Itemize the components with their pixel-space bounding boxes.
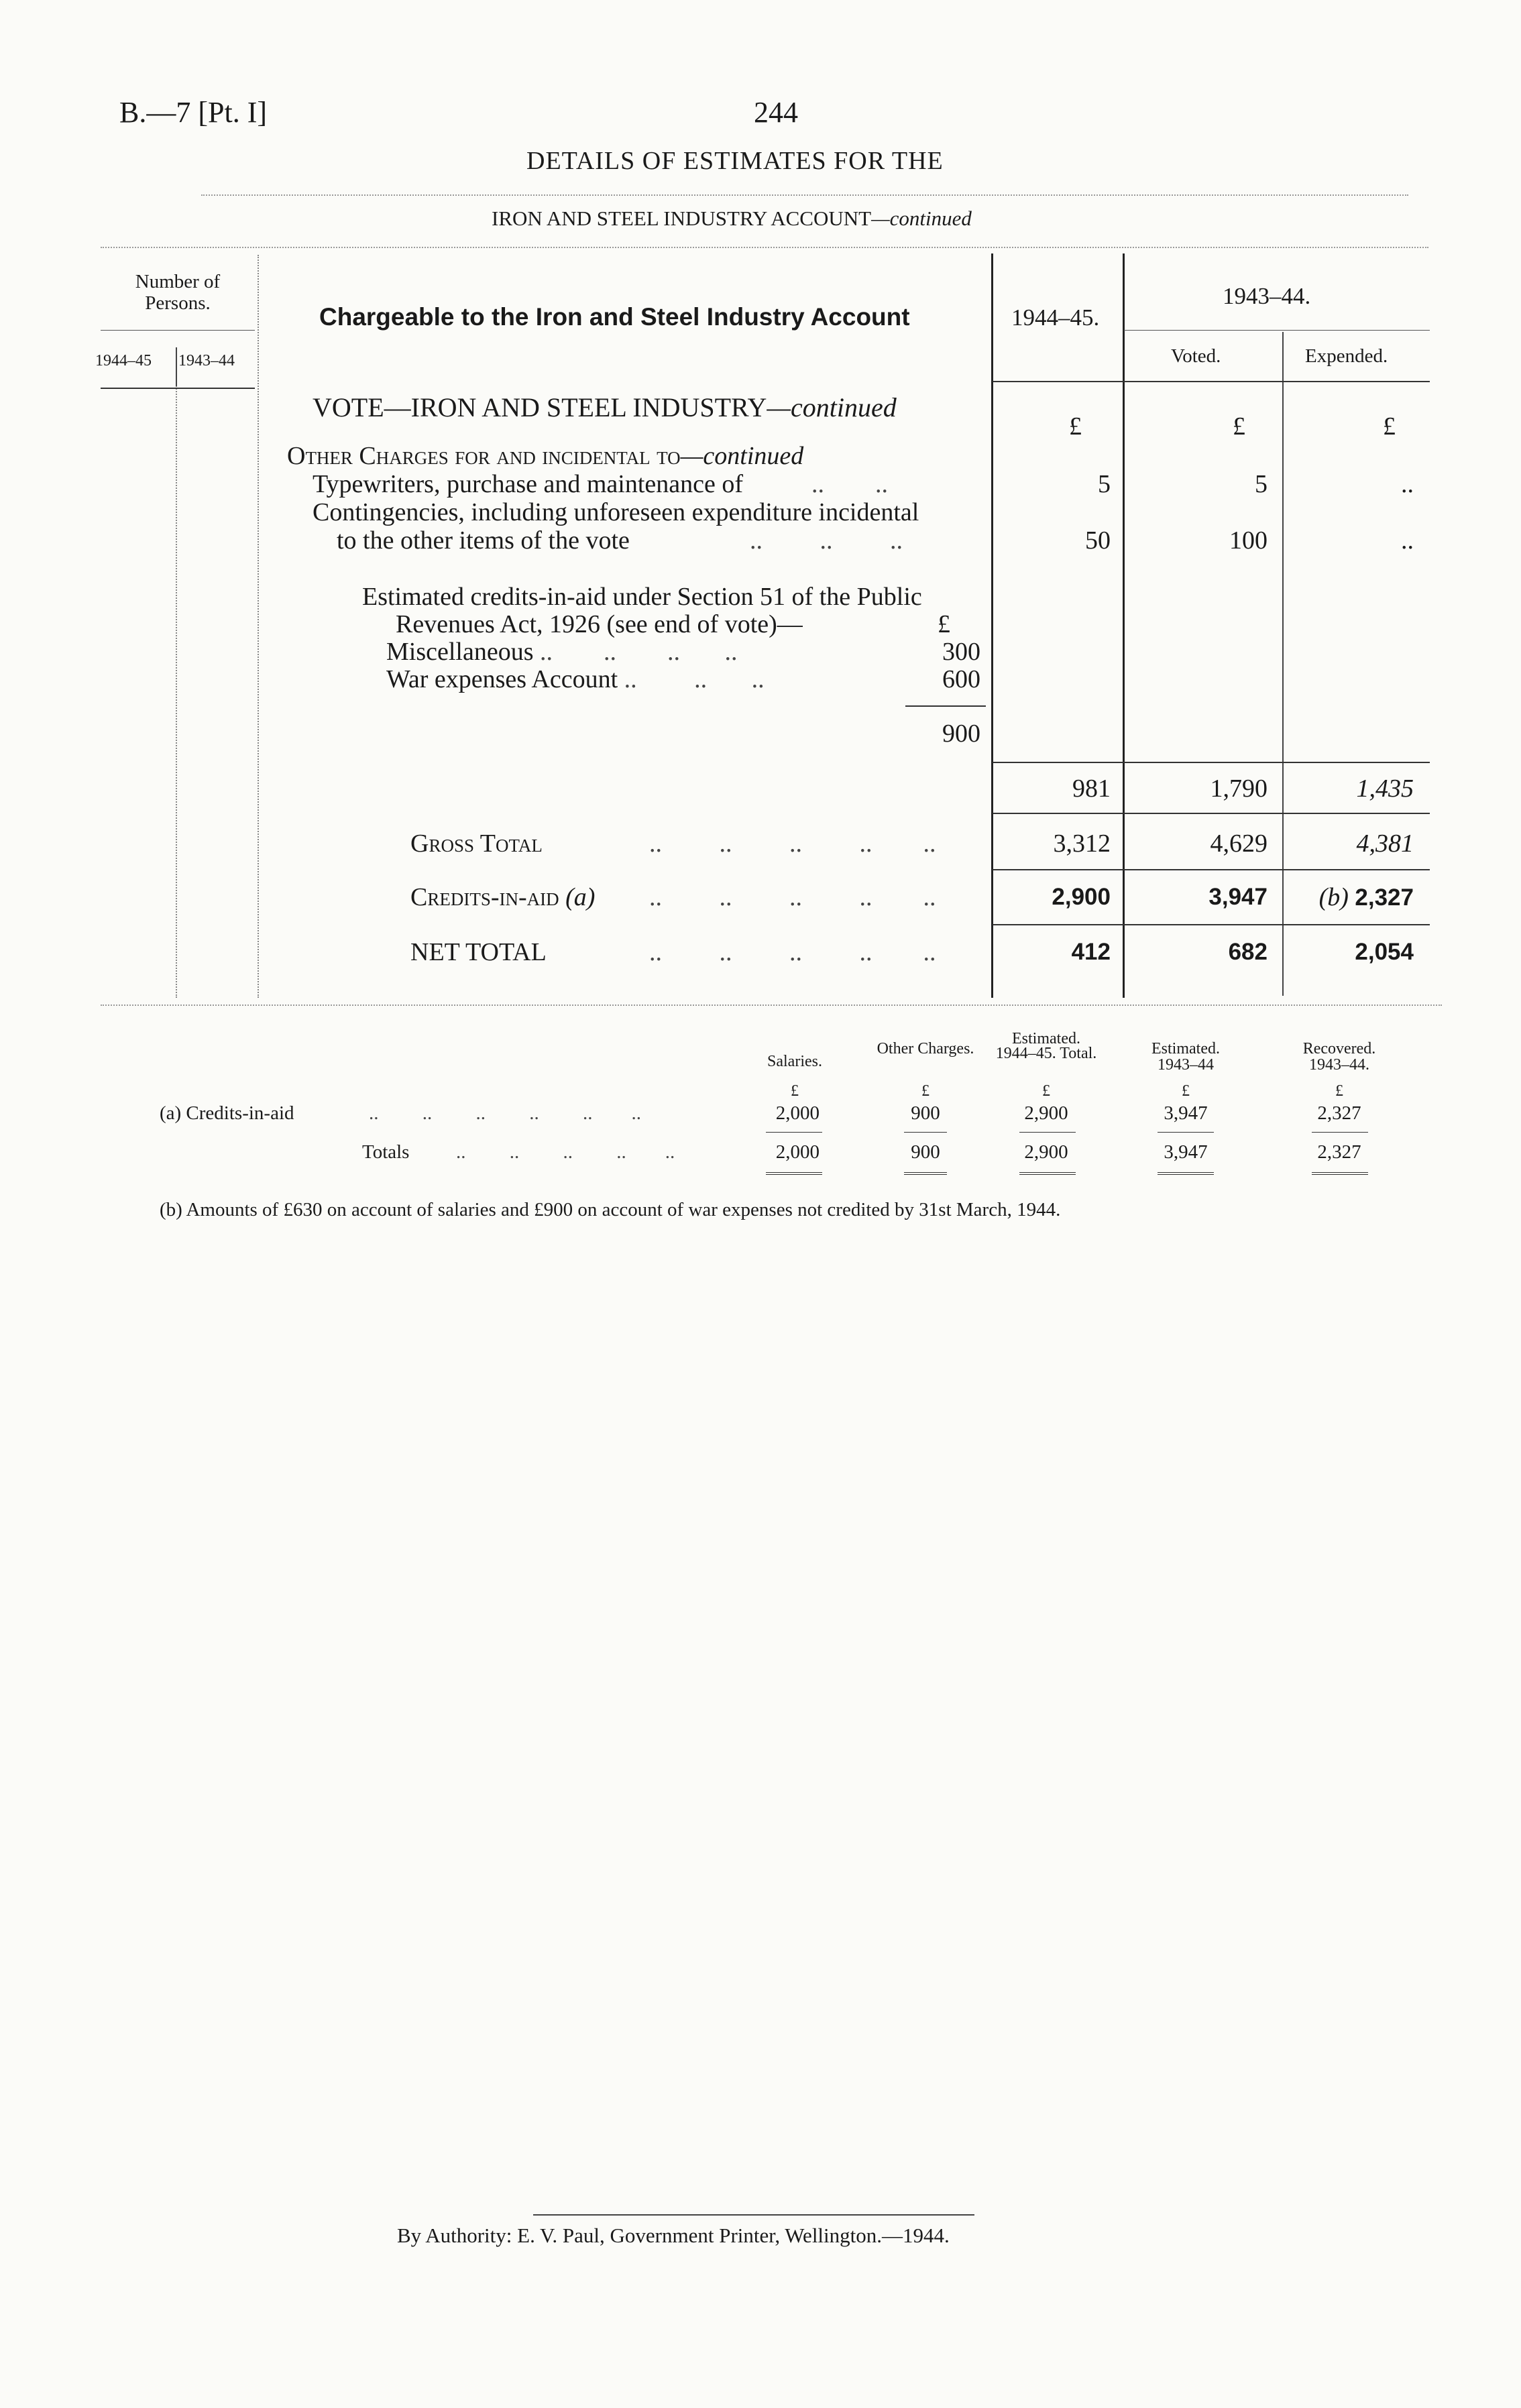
currency-voted: £	[1233, 412, 1245, 441]
leader-dots: .. .. .. .. ..	[649, 938, 936, 966]
credits-text-2: Revenues Act, 1926 (see end of vote)—	[396, 610, 803, 638]
summary-double-rule	[904, 1172, 947, 1175]
summary-other: 900	[911, 1102, 940, 1124]
subtotal-voted: 1,790	[1210, 775, 1268, 803]
contingencies-1944: 50	[1085, 526, 1111, 555]
summary-rule	[1312, 1132, 1368, 1133]
contingencies-voted: 100	[1229, 526, 1268, 555]
misc-value: 300	[942, 638, 980, 666]
typewriters-1944: 5	[1098, 470, 1111, 498]
item-contingencies-label: Contingencies, including unforeseen expenditure incidental	[313, 498, 919, 526]
footnote: (b) Amounts of £630 on account of salaries and £900 on account of war expenses not credited by 31st March, 1944.	[160, 1199, 1061, 1220]
summary-row-label: (a) Credits-in-aid	[160, 1102, 294, 1124]
table-top-rule	[101, 247, 1428, 248]
typewriters-voted: 5	[1255, 470, 1268, 498]
table-bottom-rule	[101, 1005, 1442, 1006]
summary-rule	[1158, 1132, 1214, 1133]
totals-est-1944: 2,900	[1024, 1141, 1068, 1163]
column-rule	[176, 367, 177, 998]
year-1943-header: 1943–44.	[1223, 283, 1311, 309]
credits-in-aid-label: Credits-in-aid (a)	[410, 883, 596, 911]
sum-rule	[905, 705, 986, 707]
net-total-expended: 2,054	[1355, 939, 1414, 965]
summary-rule	[766, 1132, 822, 1133]
currency-1944: £	[1069, 412, 1082, 441]
vote-title: VOTE—IRON AND STEEL INDUSTRY—continued	[313, 392, 897, 422]
currency-expended: £	[1383, 412, 1396, 441]
column-rule	[1282, 332, 1284, 996]
summary-currency: £	[1335, 1082, 1343, 1100]
summary-salaries: 2,000	[775, 1102, 820, 1124]
summary-currency: £	[791, 1082, 799, 1100]
voted-header: Voted.	[1171, 345, 1221, 367]
column-rule	[258, 255, 259, 998]
column-rule	[1123, 253, 1125, 998]
contingencies-expended: ..	[1401, 526, 1414, 555]
summary-header-other: Other Charges.	[877, 1040, 974, 1057]
imprint-rule	[533, 2214, 974, 2216]
expended-header: Expended.	[1305, 345, 1388, 367]
credits-in-aid-expended: (b) 2,327	[1318, 883, 1414, 911]
gross-total-label: Gross Total	[410, 829, 543, 858]
leader-dots: .. .. ..	[750, 526, 903, 555]
summary-currency: £	[1182, 1082, 1190, 1100]
summary-totals-label: Totals	[362, 1141, 410, 1163]
net-total-1944: 412	[1071, 939, 1111, 965]
item-typewriters-label: Typewriters, purchase and maintenance of	[313, 470, 744, 498]
imprint: By Authority: E. V. Paul, Government Printer, Wellington.—1944.	[397, 2224, 950, 2247]
credits-rule	[993, 869, 1430, 870]
leader-dots: .. .. .. .. ..	[456, 1141, 675, 1163]
credits-in-aid-1944: 2,900	[1052, 884, 1111, 910]
leader-dots: .. .. .. .. ..	[649, 829, 936, 858]
header-rule	[101, 388, 255, 389]
summary-double-rule	[1019, 1172, 1076, 1175]
summary-currency: £	[1042, 1082, 1050, 1100]
gross-total-expended: 4,381	[1356, 829, 1414, 858]
totals-salaries: 2,000	[775, 1141, 820, 1163]
document-reference: B.—7 [Pt. I]	[119, 96, 267, 129]
summary-double-rule	[1158, 1172, 1214, 1175]
leader-dots: .. .. .. .. .. ..	[369, 1102, 641, 1124]
subtotal-1944: 981	[1072, 775, 1111, 803]
credits-currency: £	[938, 610, 950, 638]
chargeable-header: Chargeable to the Iron and Steel Industry Account	[319, 303, 910, 331]
header-rule	[993, 381, 1430, 382]
typewriters-expended: ..	[1401, 470, 1414, 498]
net-total-label: NET TOTAL	[410, 938, 547, 966]
credits-in-aid-voted: 3,947	[1208, 884, 1268, 910]
summary-double-rule	[766, 1172, 822, 1175]
summary-est-1944: 2,900	[1024, 1102, 1068, 1124]
leader-dots: .. .. .. .. ..	[649, 883, 936, 911]
net-total-rule	[993, 924, 1430, 925]
header-rule	[1124, 330, 1430, 331]
column-rule	[176, 347, 177, 386]
section-subtitle: IRON AND STEEL INDUSTRY ACCOUNT—continued	[492, 207, 972, 230]
summary-header-est-1944: Estimated. 1944–45. Total.	[995, 1030, 1097, 1062]
credits-sum: 900	[942, 720, 980, 748]
page-title: DETAILS OF ESTIMATES FOR THE	[526, 147, 944, 175]
gross-total-rule	[993, 813, 1430, 814]
year-1944-header: 1944–45.	[1011, 304, 1100, 331]
gross-total-voted: 4,629	[1210, 829, 1268, 858]
column-rule	[991, 253, 993, 998]
page-number: 244	[754, 96, 798, 129]
divider	[201, 194, 1408, 196]
summary-est-1943: 3,947	[1164, 1102, 1208, 1124]
summary-double-rule	[1312, 1172, 1368, 1175]
item-contingencies-label-2: to the other items of the vote	[337, 526, 630, 555]
summary-rule	[904, 1132, 947, 1133]
summary-recovered: 2,327	[1317, 1102, 1361, 1124]
misc-label: Miscellaneous .. .. .. ..	[386, 638, 738, 666]
summary-header-est-1943: Estimated. 1943–44	[1151, 1040, 1220, 1074]
totals-est-1943: 3,947	[1164, 1141, 1208, 1163]
gross-total-1944: 3,312	[1053, 829, 1111, 858]
summary-rule	[1019, 1132, 1076, 1133]
persons-1944-header: 1944–45	[95, 352, 152, 369]
leader-dots: .. ..	[811, 470, 888, 498]
credits-text-1: Estimated credits-in-aid under Section 51 of the Public	[362, 583, 922, 611]
charges-heading: Other Charges for and incidental to—continued	[287, 442, 804, 470]
summary-header-salaries: Salaries.	[767, 1053, 822, 1070]
war-value: 600	[942, 665, 980, 693]
persons-1943-header: 1943–44	[178, 352, 235, 369]
subtotal-rule	[993, 762, 1430, 763]
totals-other: 900	[911, 1141, 940, 1163]
subtotal-expended: 1,435	[1356, 775, 1414, 803]
net-total-voted: 682	[1228, 939, 1268, 965]
persons-header: Number of Persons.	[135, 271, 221, 314]
summary-currency: £	[921, 1082, 929, 1100]
war-label: War expenses Account .. .. ..	[386, 665, 765, 693]
totals-recovered: 2,327	[1317, 1141, 1361, 1163]
summary-header-recovered: Recovered. 1943–44.	[1302, 1040, 1376, 1074]
header-rule	[101, 330, 255, 331]
